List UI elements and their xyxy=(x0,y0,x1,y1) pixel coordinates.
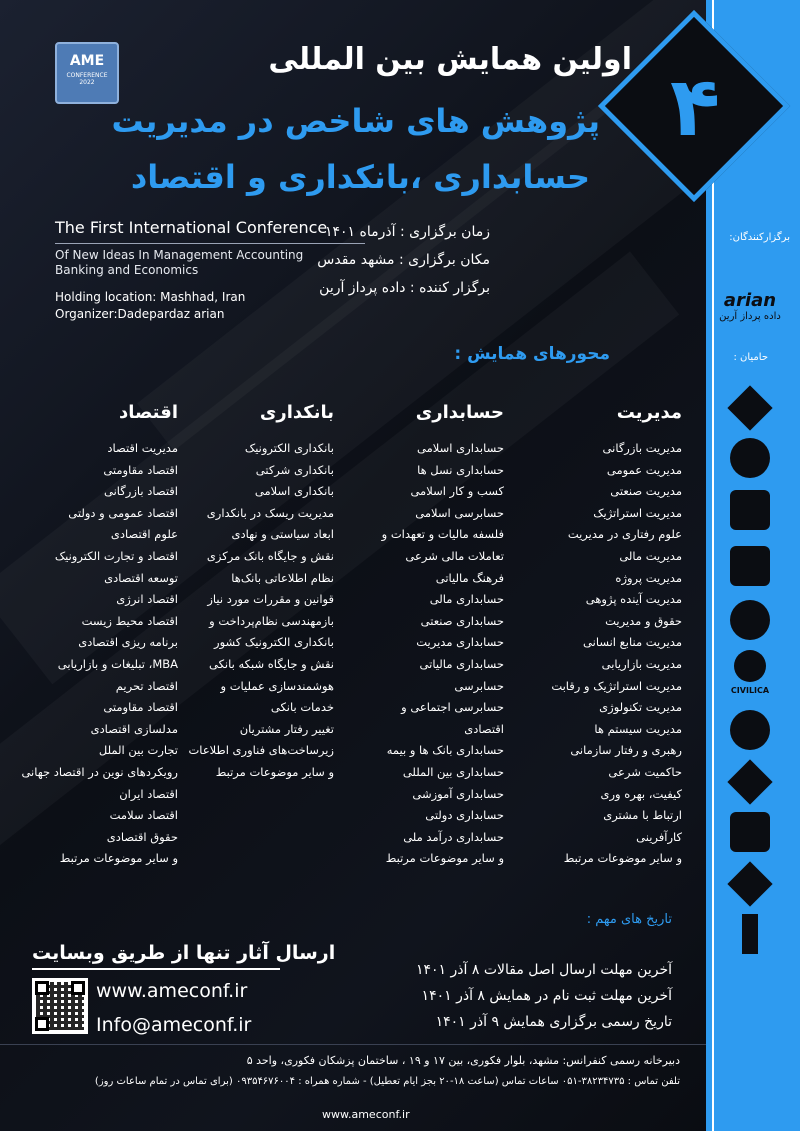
civilica-label: CIVILICA xyxy=(730,686,770,695)
conference-date: تاریخ رسمی برگزاری همایش ۹ آذر ۱۴۰۱ xyxy=(435,1014,672,1030)
list-item: حسابداری بانک ها و بیمه xyxy=(386,743,504,758)
list-item: برنامه ریزی اقتصادی xyxy=(78,635,178,650)
list-item: حسابداری مالیاتی xyxy=(419,656,504,671)
list-item: مدیریت ریسک در بانکداری xyxy=(206,505,334,520)
list-item: اقتصاد و تجارت الکترونیک xyxy=(54,548,178,563)
list-item: کارآفرینی xyxy=(636,829,682,844)
sponsor-logo-ministry-icon xyxy=(728,708,772,752)
english-organizer: Organizer:Dadepardaz arian xyxy=(55,307,225,321)
list-item: اقتصاد سلامت xyxy=(109,808,178,823)
list-item: تغییر رفتار مشتریان xyxy=(239,721,334,736)
sponsor-logo-azad-icon xyxy=(728,386,772,430)
deadline-papers: آخرین مهلت ارسال اصل مقالات ۸ آذر ۱۴۰۱ xyxy=(415,962,672,978)
column-economics xyxy=(8,402,178,870)
footer-website-link[interactable]: www.ameconf.ir xyxy=(322,1108,410,1121)
english-divider xyxy=(55,243,365,244)
list-item: و سایر موضوعات مرتبط xyxy=(563,851,682,866)
list-item: مدیریت صنعتی xyxy=(610,484,682,499)
list-item: حسابداری مدیریت xyxy=(416,635,504,650)
list-item: بانکداری الکترونیک کشور xyxy=(214,635,334,650)
column-accounting xyxy=(324,402,504,870)
list-item: حسابداری بین المللی xyxy=(402,764,504,779)
logo-main-text: AME xyxy=(69,53,105,69)
list-item: MBA، تبلیغات و بازاریابی xyxy=(57,656,178,671)
footer-divider xyxy=(0,1044,706,1045)
list-item: حسابداری دولتی xyxy=(425,808,504,823)
list-item: زیرساخت‌های فناوری اطلاعات xyxy=(188,743,334,758)
list-item: اقتصاد انرژی xyxy=(116,592,178,607)
list-item: هوشمندسازی عملیات و xyxy=(220,678,334,693)
list-item: حسابداری اسلامی xyxy=(417,441,504,455)
number-badge: ۴ xyxy=(669,60,721,155)
list-item: حسابرسی اسلامی xyxy=(415,505,504,520)
list-item: مدیریت استراتژیک و رقابت xyxy=(551,678,682,693)
list-item: اقتصاد محیط زیست xyxy=(81,613,178,628)
list-item: حسابرسی اجتماعی و xyxy=(401,700,504,715)
list-item: علوم اقتصادی xyxy=(110,527,178,542)
list-item: قوانین و مقررات مورد نیاز xyxy=(207,592,334,607)
sponsor-logo-building-icon xyxy=(728,760,772,804)
logo-year-text: 2022 xyxy=(79,79,95,86)
english-subtitle-2: Banking and Economics xyxy=(55,263,199,277)
ame-logo xyxy=(55,42,119,104)
list-item: مدیریت استراتژیک xyxy=(593,505,682,520)
list-item: رویکردهای نوین در اقتصاد جهانی xyxy=(21,764,178,779)
list-item: تجارت بین الملل xyxy=(98,743,178,758)
list-item: مدیریت مالی xyxy=(619,548,682,563)
qr-code-icon[interactable] xyxy=(32,978,88,1034)
list-item: مدیریت عمومی xyxy=(606,462,682,477)
sponsor-logo-flower-icon xyxy=(728,598,772,642)
arian-logo-subtitle: داده پرداز آرین xyxy=(719,311,781,322)
list-item: حسابداری آموزشی xyxy=(412,786,504,801)
info-organizer: برگزار کننده : داده پرداز آرین xyxy=(319,280,490,296)
column-management xyxy=(502,402,682,870)
list-item: بانکداری اسلامی xyxy=(254,484,334,499)
sponsor-logo-azad2-icon xyxy=(728,862,772,906)
list-item: رهبری و رفتار سازمانی xyxy=(570,743,682,758)
list-item: ارتباط با مشتری xyxy=(603,808,682,823)
list-item: حسابداری مالی xyxy=(429,592,504,607)
list-item: اقتصاد مقاومتی xyxy=(103,700,178,715)
deadline-registration: آخرین مهلت ثبت نام در همایش ۸ آذر ۱۴۰۱ xyxy=(421,988,672,1004)
sponsors-label: حامیان : xyxy=(733,352,768,363)
list-item: فلسفه مالیات و تعهدات و xyxy=(381,527,504,542)
list-item: و سایر موضوعات مرتبط xyxy=(215,764,334,779)
title-line-2: پژوهش های شاخص در مدیریت xyxy=(111,102,600,140)
list-item: و سایر موضوعات مرتبط xyxy=(385,851,504,866)
list-item: توسعه اقتصادی xyxy=(104,570,178,585)
list-item: نقش و جایگاه شبکه بانکی xyxy=(208,656,334,671)
list-item: علوم رفتاری در مدیریت xyxy=(567,527,682,542)
list-item: فرهنگ مالیاتی xyxy=(435,570,504,585)
list-item: بانکداری شرکتی xyxy=(255,462,334,477)
list-item: مدیریت بازاریابی xyxy=(601,656,682,671)
list-item: کیفیت، بهره وری xyxy=(600,786,682,801)
list-item: اقتصاد تحریم xyxy=(115,678,178,693)
english-location: Holding location: Mashhad, Iran xyxy=(55,290,246,304)
arian-logo xyxy=(718,290,782,322)
list-item: حسابداری صنعتی xyxy=(420,613,504,628)
list-item: حقوق و مدیریت xyxy=(605,613,682,628)
axes-title: محورهای همایش : xyxy=(454,344,610,364)
column-heading: مدیریت xyxy=(616,402,682,423)
column-heading: بانکداری xyxy=(259,402,334,423)
sponsor-logo-tower-icon xyxy=(728,912,772,956)
title-line-3: حسابداری ،بانکداری و اقتصاد xyxy=(130,158,590,196)
list-item: مدیریت آینده پژوهی xyxy=(585,592,682,607)
list-item: خدمات بانکی xyxy=(270,700,334,715)
column-heading: حسابداری xyxy=(415,402,504,423)
list-item: تعاملات مالی شرعی xyxy=(405,548,504,563)
submit-note: ارسال آثار تنها از طریق وبسایت xyxy=(32,942,336,964)
submit-underline xyxy=(32,968,280,970)
info-date: زمان برگزاری : آذرماه ۱۴۰۱ xyxy=(324,224,490,240)
phone-text: تلفن تماس : ۳۸۲۳۴۷۳۵-۰۵۱ ساعات تماس (ساعت ۱۸-۲۰ بجز ایام تعطیل) - شماره همراه : ۰۹۳۵۴۶۷۶۰۰۴ (برای تماس در تمام ساعات روز) xyxy=(94,1076,680,1087)
info-place: مکان برگزاری : مشهد مقدس xyxy=(317,252,490,268)
list-item: اقتصادی xyxy=(464,721,504,736)
list-item: مدیریت پروژه xyxy=(615,570,682,585)
list-item: مدیریت بازرگانی xyxy=(602,441,682,455)
list-item: مدیریت منابع انسانی xyxy=(583,635,682,650)
email-link[interactable]: Info@ameconf.ir xyxy=(96,1014,252,1036)
address-text: دبیرخانه رسمی کنفرانس: مشهد، بلوار فکوری، بین ۱۷ و ۱۹ ، ساختمان پزشکان فکوری، واحد ۵ xyxy=(246,1054,680,1067)
list-item: و سایر موضوعات مرتبط xyxy=(59,851,178,866)
list-item: مدیریت سیستم ها xyxy=(594,721,682,736)
organizers-label: برگزارکنندگان: xyxy=(729,232,790,243)
list-item: حسابداری نسل ها xyxy=(417,462,504,477)
title-line-1: اولین همایش بین المللی xyxy=(268,42,632,77)
dates-title: تاریخ های مهم : xyxy=(586,912,672,927)
list-item: مدلسازی اقتصادی xyxy=(90,721,178,736)
sponsor-logo-pen-icon xyxy=(728,810,772,854)
list-item: مدیریت اقتصاد xyxy=(107,441,178,455)
english-title: The First International Conference xyxy=(55,218,328,237)
list-item: بانکداری الکترونیک xyxy=(244,441,334,455)
sponsor-logo-shield-icon xyxy=(728,488,772,532)
list-item: حسابرسی xyxy=(454,678,504,693)
list-item: حقوق اقتصادی xyxy=(106,829,178,844)
logo-sub-text: CONFERENCE xyxy=(66,72,108,79)
list-item: حسابداری درآمد ملی xyxy=(403,829,504,844)
sponsor-logo-calligraphy-icon xyxy=(728,544,772,588)
sponsor-logo-university-icon xyxy=(728,436,772,480)
english-subtitle-1: Of New Ideas In Management Accounting xyxy=(55,248,304,262)
list-item: نقش و جایگاه بانک مرکزی xyxy=(206,548,334,563)
list-item: حاکمیت شرعی xyxy=(608,764,682,779)
list-item: اقتصاد بازرگانی xyxy=(104,484,178,499)
list-item: اقتصاد ایران xyxy=(119,786,178,801)
list-item: بازمهندسی نظام‌پرداخت و xyxy=(209,613,334,628)
list-item: مدیریت تکنولوژی xyxy=(599,700,682,715)
column-heading: اقتصاد xyxy=(118,402,178,423)
arian-logo-mark: arian xyxy=(723,290,777,311)
list-item: اقتصاد عمومی و دولتی xyxy=(68,505,178,520)
list-item: کسب و کار اسلامی xyxy=(410,484,504,499)
list-item: نظام اطلاعاتی بانک‌ها xyxy=(231,570,334,585)
list-item: اقتصاد مقاومتی xyxy=(103,462,178,477)
website-link[interactable]: www.ameconf.ir xyxy=(96,980,248,1002)
list-item: ابعاد سیاستی و نهادی xyxy=(231,527,334,542)
